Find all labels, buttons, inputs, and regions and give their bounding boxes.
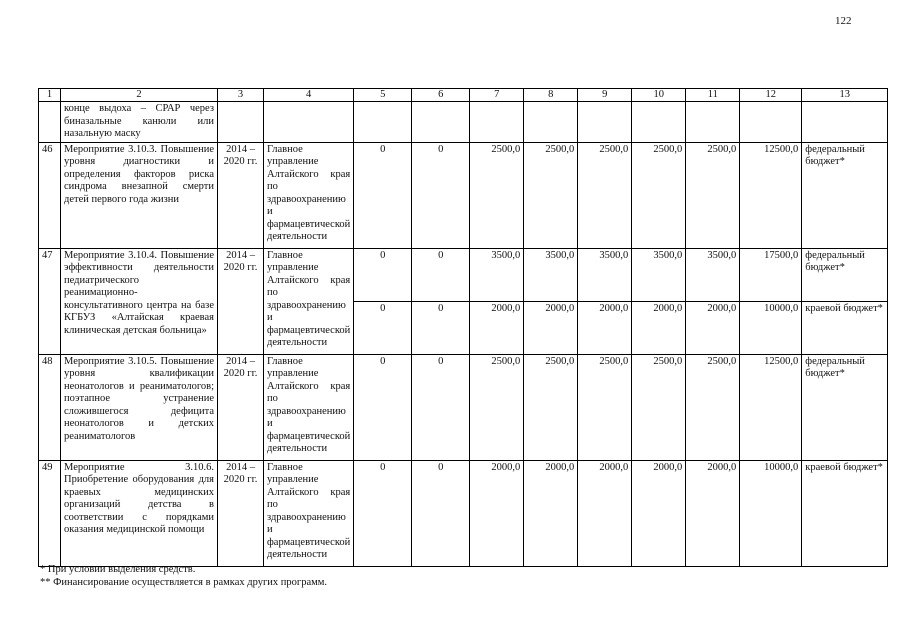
column-number-header-row [39, 89, 888, 102]
continuation-row [39, 102, 888, 143]
header-cell: 12 [740, 89, 802, 102]
activity-row [39, 248, 888, 301]
activity-row [39, 354, 888, 460]
table-body [39, 89, 888, 567]
funding-source: краевой бюджет* [802, 301, 888, 354]
value-2016: 3500,0 [470, 248, 524, 301]
funding-source: федеральный бюджет* [802, 354, 888, 460]
header-cell: 13 [802, 89, 888, 102]
value-2014: 0 [354, 248, 412, 301]
value-total: 17500,0 [740, 248, 802, 301]
header-cell: 3 [218, 89, 264, 102]
activity-row [39, 460, 888, 566]
header-cell: 7 [470, 89, 524, 102]
value-total: 12500,0 [740, 142, 802, 248]
header-cell: 6 [412, 89, 470, 102]
value-2020: 2000,0 [686, 301, 740, 354]
footnote: ** Финансирование осуществляется в рамках других программ. [40, 576, 328, 588]
responsible-executor: Главное управление Алтайского края по здравоохранению и фармацевтической деятельности [264, 142, 354, 248]
responsible-executor: Главное управление Алтайского края по здравоохранению и фармацевтической деятельности [264, 354, 354, 460]
value-2018: 3500,0 [578, 248, 632, 301]
continuation-text: конце выдоха – СРАР через биназальные канюли или назальную маску [61, 102, 218, 143]
value-2019: 3500,0 [632, 248, 686, 301]
implementation-period: 2014 – 2020 гг. [218, 142, 264, 248]
activity-row [39, 142, 888, 248]
funding-source: федеральный бюджет* [802, 142, 888, 248]
value-total: 10000,0 [740, 460, 802, 566]
value-2015: 0 [412, 142, 470, 248]
value-2020: 3500,0 [686, 248, 740, 301]
value-2016: 2000,0 [470, 460, 524, 566]
value-2020: 2000,0 [686, 460, 740, 566]
responsible-executor: Главное управление Алтайского края по здравоохранению и фармацевтической деятельности [264, 248, 354, 354]
value-2014: 0 [354, 301, 412, 354]
value-2018: 2500,0 [578, 354, 632, 460]
program-activities-table [38, 88, 888, 567]
implementation-period: 2014 – 2020 гг. [218, 248, 264, 354]
activity-title: Мероприятие 3.10.4. Повышение эффективности деятельности педиатрического реанимационно-консультативного центра на базе КГБУЗ «Алтайская краевая клиническая детская больница» [61, 248, 218, 354]
row-number: 49 [39, 460, 61, 566]
value-2015: 0 [412, 354, 470, 460]
header-cell: 10 [632, 89, 686, 102]
funding-source: краевой бюджет* [802, 460, 888, 566]
header-cell: 9 [578, 89, 632, 102]
value-2016: 2500,0 [470, 354, 524, 460]
footnote: * При условии выделения средств. [40, 564, 196, 575]
value-2019: 2500,0 [632, 354, 686, 460]
header-cell: 4 [264, 89, 354, 102]
header-cell: 8 [524, 89, 578, 102]
value-total: 12500,0 [740, 354, 802, 460]
value-2018: 2000,0 [578, 460, 632, 566]
row-number: 47 [39, 248, 61, 354]
value-2020: 2500,0 [686, 354, 740, 460]
value-2016: 2000,0 [470, 301, 524, 354]
footnotes [40, 564, 327, 589]
implementation-period: 2014 – 2020 гг. [218, 354, 264, 460]
value-2015: 0 [412, 248, 470, 301]
value-2014: 0 [354, 354, 412, 460]
value-2019: 2500,0 [632, 142, 686, 248]
value-2015: 0 [412, 301, 470, 354]
value-2020: 2500,0 [686, 142, 740, 248]
value-2014: 0 [354, 460, 412, 566]
row-number: 48 [39, 354, 61, 460]
page-number: 122 [835, 15, 852, 27]
header-cell: 2 [61, 89, 218, 102]
value-2019: 2000,0 [632, 301, 686, 354]
row-number: 46 [39, 142, 61, 248]
value-2018: 2000,0 [578, 301, 632, 354]
responsible-executor: Главное управление Алтайского края по здравоохранению и фармацевтической деятельности [264, 460, 354, 566]
value-2015: 0 [412, 460, 470, 566]
value-2016: 2500,0 [470, 142, 524, 248]
header-cell: 5 [354, 89, 412, 102]
header-cell: 11 [686, 89, 740, 102]
value-2017: 2500,0 [524, 354, 578, 460]
activity-title: Мероприятие 3.10.3. Повышение уровня диагностики и определения факторов риска синдрома внезапной смерти детей первого года жизни [61, 142, 218, 248]
value-2014: 0 [354, 142, 412, 248]
value-2017: 2500,0 [524, 142, 578, 248]
activity-title: Мероприятие 3.10.6. Приобретение оборудования для краевых медицинских организаций детства в соответствии с порядками оказания медицинской помощи [61, 460, 218, 566]
value-2017: 2000,0 [524, 460, 578, 566]
funding-source: федеральный бюджет* [802, 248, 888, 301]
activity-title: Мероприятие 3.10.5. Повышение уровня квалификации неонатологов и реаниматологов; поэтапное устранение сложившегося дефицита неонатологов и детских реаниматологов [61, 354, 218, 460]
value-2017: 3500,0 [524, 248, 578, 301]
value-total: 10000,0 [740, 301, 802, 354]
value-2018: 2500,0 [578, 142, 632, 248]
value-2017: 2000,0 [524, 301, 578, 354]
implementation-period: 2014 – 2020 гг. [218, 460, 264, 566]
value-2019: 2000,0 [632, 460, 686, 566]
header-cell: 1 [39, 89, 61, 102]
